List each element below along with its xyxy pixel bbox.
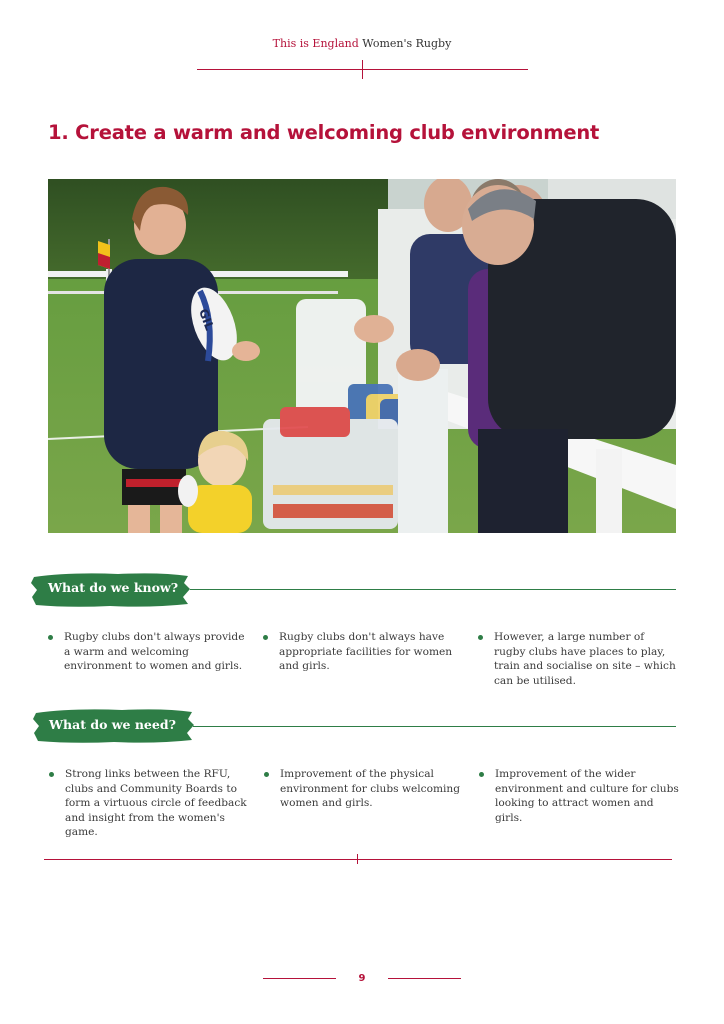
need-rule <box>193 726 676 727</box>
header-subtitle: Women's Rugby <box>358 37 452 50</box>
know-col-2 <box>263 630 463 674</box>
know-item-1 <box>48 630 253 674</box>
section-title: 1. Create a warm and welcoming club environment <box>48 121 600 144</box>
bullet-icon <box>478 635 483 640</box>
hero-photo <box>48 179 676 533</box>
know-item-2 <box>263 630 463 674</box>
know-item-3 <box>478 630 678 688</box>
need-item-3-text: Improvement of the wider environment and culture for clubs looking to attract women and girls. <box>495 768 679 824</box>
ball-logo-text: GIL <box>196 306 217 333</box>
footer-rule <box>44 859 672 860</box>
need-item-2-text: Improvement of the physical environment for clubs welcoming women and girls. <box>280 768 461 810</box>
know-item-1-text: Rugby clubs don't always provide a warm and welcoming environment to women and girls. <box>64 631 245 673</box>
need-item-1 <box>49 767 254 840</box>
bullet-icon <box>49 772 54 777</box>
header-rule-tick <box>362 60 363 79</box>
know-item-2-text: Rugby clubs don't always have appropriate facilities for women and girls. <box>279 631 453 673</box>
running-header <box>0 37 724 50</box>
need-item-2 <box>264 767 464 811</box>
know-col-3 <box>478 630 678 688</box>
page-number-rule-right <box>388 978 461 979</box>
need-col-3 <box>479 767 679 825</box>
need-col-2 <box>264 767 464 811</box>
footer-rule-tick <box>357 854 358 864</box>
bullet-icon <box>479 772 484 777</box>
page-number: 9 <box>358 973 366 984</box>
know-item-3-text: However, a large number of rugby clubs have places to play, train and socialise on site – which can be utilised. <box>494 631 676 687</box>
need-item-3 <box>479 767 679 825</box>
page-number-rule-left <box>263 978 336 979</box>
need-heading: What do we need? <box>49 717 176 732</box>
need-item-1-text: Strong links between the RFU, clubs and Community Boards to form a virtuous circle of feedback and insight from the women's game. <box>65 768 247 839</box>
need-col-1 <box>49 767 254 840</box>
bullet-icon <box>48 635 53 640</box>
know-rule <box>190 589 676 590</box>
know-col-1 <box>48 630 253 674</box>
know-heading: What do we know? <box>48 580 179 595</box>
hero-photo-illustration <box>48 179 676 533</box>
header-brand: This is England <box>272 37 359 50</box>
bullet-icon <box>263 635 268 640</box>
bullet-icon <box>264 772 269 777</box>
